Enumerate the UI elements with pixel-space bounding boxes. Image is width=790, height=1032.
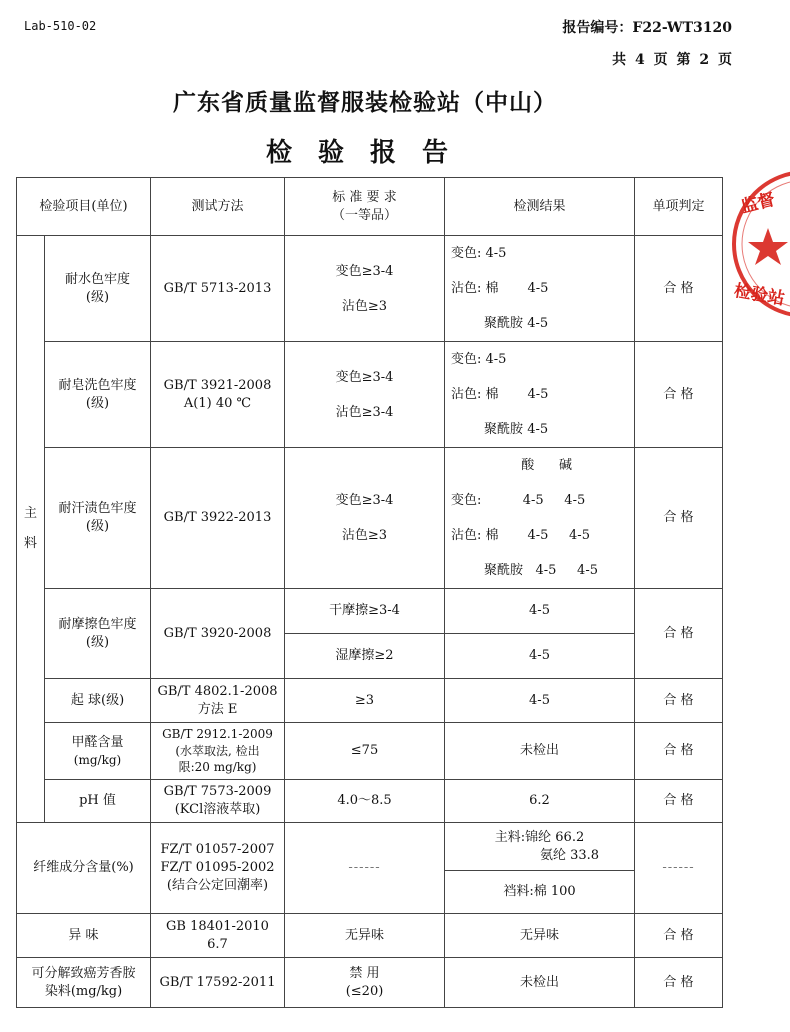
organization-name: 广东省质量监督服装检验站（中山） — [173, 89, 557, 116]
method-line: GB 18401-2010 — [166, 918, 269, 934]
method-line: (KCl溶液萃取) — [174, 802, 261, 817]
table-row — [17, 679, 723, 723]
header-verdict: 单项判定 — [635, 178, 723, 236]
method-cell — [151, 780, 285, 823]
item-unit: (级) — [85, 395, 110, 411]
standard-line: 沾色≥3 — [341, 298, 388, 314]
verdict-cell: 合 格 — [635, 589, 723, 679]
method-line: FZ/T 01095-2002 — [160, 860, 275, 876]
result-cell — [445, 448, 635, 589]
result-line: 主料:锦纶 66.2 — [494, 829, 585, 845]
verdict-cell: 合 格 — [635, 448, 723, 589]
item-name: 耐皂洗色牢度 — [58, 377, 137, 393]
item-name: 耐摩擦色牢度 — [58, 616, 137, 632]
result-cell — [445, 236, 635, 342]
result-line: 酸 碱 — [451, 458, 573, 473]
method-line: (水萃取法, 检出 — [175, 743, 260, 758]
method-line: 6.7 — [207, 936, 228, 952]
item-unit: (级) — [85, 289, 110, 305]
verdict-cell: 合 格 — [635, 780, 723, 823]
standard-cell: ------ — [285, 823, 445, 914]
result-cell: 无异味 — [445, 914, 635, 958]
standard-line: 沾色≥3-4 — [335, 404, 394, 420]
item-name: 甲醛含量 — [71, 734, 124, 750]
method-cell — [151, 342, 285, 448]
method-line: (结合公定回潮率) — [166, 877, 269, 893]
header-method: 测试方法 — [151, 178, 285, 236]
method-cell — [151, 723, 285, 780]
result-line: 变色: 4-5 4-5 — [451, 493, 586, 508]
result-line: 变色: 4-5 — [451, 246, 507, 261]
item-cell — [45, 236, 151, 342]
item-unit: (mg/kg) — [73, 752, 122, 767]
table-header-row — [17, 178, 723, 236]
method-cell: GB/T 5713-2013 — [151, 236, 285, 342]
header-standard-line1: 标 准 要 求 — [332, 189, 397, 205]
table-row — [17, 342, 723, 448]
method-line: A(1) 40 ℃ — [183, 395, 252, 411]
header-item: 检验项目(单位) — [17, 178, 151, 236]
item-unit: (级) — [85, 519, 110, 534]
item-name: 可分解致癌芳香胺 — [31, 965, 136, 981]
item-cell: 纤维成分含量(%) — [17, 823, 151, 914]
result-line: 沾色: 棉 4-5 4-5 — [451, 528, 590, 543]
item-unit: 染料(mg/kg) — [44, 983, 123, 999]
item-cell — [17, 958, 151, 1008]
result-cell: 裆料:棉 100 — [445, 871, 635, 914]
method-line: 方法 E — [197, 701, 238, 717]
standard-cell: 干摩擦≥3-4 — [285, 589, 445, 634]
svg-text:监督: 监督 — [739, 189, 777, 218]
standard-line: (≤20) — [345, 983, 384, 999]
method-cell: GB/T 3922-2013 — [151, 448, 285, 589]
verdict-cell: 合 格 — [635, 958, 723, 1008]
verdict-cell: 合 格 — [635, 723, 723, 780]
lab-code: Lab-510-02 — [24, 19, 97, 33]
item-cell — [45, 342, 151, 448]
standard-line: 变色≥3-4 — [335, 369, 394, 385]
test-results-table — [16, 177, 723, 1008]
table-row — [17, 589, 723, 634]
method-line: GB/T 7573-2009 — [163, 784, 272, 800]
item-cell — [45, 723, 151, 780]
header-standard-line2: （一等品） — [331, 207, 397, 223]
method-line: GB/T 3921-2008 — [163, 377, 272, 393]
official-seal-stamp — [728, 168, 790, 320]
table-row — [17, 723, 723, 780]
result-cell: 6.2 — [445, 780, 635, 823]
result-line: 沾色: 棉 4-5 — [451, 281, 549, 296]
item-cell — [45, 448, 151, 589]
item-cell: 起 球(级) — [45, 679, 151, 723]
item-name: 耐汗渍色牢度 — [58, 501, 137, 517]
method-cell — [151, 914, 285, 958]
result-cell: 4-5 — [445, 679, 635, 723]
standard-line: 沾色≥3 — [341, 528, 388, 543]
verdict-cell: 合 格 — [635, 236, 723, 342]
svg-text:检验站: 检验站 — [732, 280, 787, 310]
standard-cell: ≤75 — [285, 723, 445, 780]
result-line: 聚酰胺 4-5 4-5 — [451, 563, 598, 578]
verdict-cell: 合 格 — [635, 342, 723, 448]
standard-cell — [285, 448, 445, 589]
item-unit: (级) — [85, 634, 110, 650]
result-line: 聚酰胺 4-5 — [451, 422, 549, 437]
result-cell — [445, 823, 635, 871]
standard-cell — [285, 236, 445, 342]
method-line: 限:20 mg/kg) — [178, 760, 257, 775]
result-line: 沾色: 棉 4-5 — [451, 387, 549, 402]
result-line: 变色: 4-5 — [451, 352, 507, 367]
standard-line: 变色≥3-4 — [335, 493, 394, 508]
table-row — [17, 958, 723, 1008]
method-cell — [151, 679, 285, 723]
table-row — [17, 780, 723, 823]
header-result: 检测结果 — [445, 178, 635, 236]
standard-cell — [285, 958, 445, 1008]
header-standard — [285, 178, 445, 236]
table-row — [17, 236, 723, 342]
verdict-cell: 合 格 — [635, 914, 723, 958]
method-line: GB/T 4802.1-2008 — [157, 683, 278, 699]
report-title: 检验报告 — [265, 138, 474, 168]
method-cell: GB/T 3920-2008 — [151, 589, 285, 679]
standard-line: 禁 用 — [349, 965, 380, 981]
method-cell: GB/T 17592-2011 — [151, 958, 285, 1008]
standard-cell: ≥3 — [285, 679, 445, 723]
result-cell — [445, 342, 635, 448]
standard-cell — [285, 342, 445, 448]
result-line: 聚酰胺 4-5 — [451, 316, 549, 331]
category-main-fabric — [17, 236, 45, 823]
standard-line: 变色≥3-4 — [335, 263, 394, 279]
verdict-cell: 合 格 — [635, 679, 723, 723]
category-char-2: 料 — [23, 536, 37, 551]
item-name: 耐水色牢度 — [64, 271, 130, 287]
category-char-1: 主 — [23, 506, 37, 522]
item-cell — [45, 589, 151, 679]
verdict-cell: ------ — [635, 823, 723, 914]
result-line: 氨纶 33.8 — [539, 847, 600, 863]
result-cell: 未检出 — [445, 958, 635, 1008]
table-row — [17, 448, 723, 589]
result-cell: 4-5 — [445, 589, 635, 634]
result-cell: 4-5 — [445, 634, 635, 679]
item-cell: 异 味 — [17, 914, 151, 958]
table-row — [17, 914, 723, 958]
method-line: GB/T 2912.1-2009 — [162, 727, 273, 742]
standard-cell: 湿摩擦≥2 — [285, 634, 445, 679]
report-number: 报告编号：F22-WT3120 — [562, 20, 732, 36]
method-cell — [151, 823, 285, 914]
result-cell: 未检出 — [445, 723, 635, 780]
item-cell: pH 值 — [45, 780, 151, 823]
method-line: FZ/T 01057-2007 — [160, 842, 275, 858]
standard-cell: 4.0～8.5 — [285, 780, 445, 823]
standard-cell: 无异味 — [285, 914, 445, 958]
page-count: 共 4 页 第 2 页 — [612, 52, 732, 68]
table-row — [17, 823, 723, 871]
